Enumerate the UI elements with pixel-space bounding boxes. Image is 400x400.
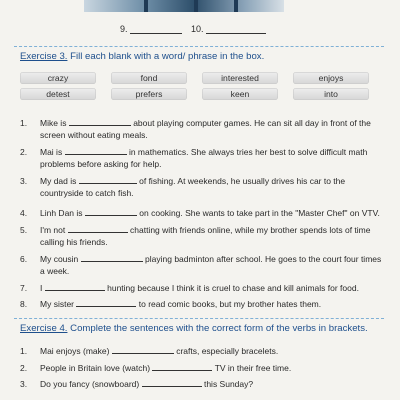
answer-blank[interactable] <box>112 345 174 354</box>
blank-number-10: 10. <box>191 24 204 34</box>
item-number: 3. <box>20 176 28 186</box>
item-text-before: My cousin <box>40 254 79 264</box>
item-number: 1. <box>20 346 28 356</box>
item-number: 5. <box>20 225 28 235</box>
item-text-after: to read comic books, but my brother hates them. <box>138 299 322 309</box>
answer-blank[interactable] <box>152 362 212 371</box>
answer-blank[interactable] <box>81 253 143 262</box>
exercise-3-title <box>20 51 264 62</box>
item-text-before: Do you fancy (snowboard) <box>40 379 140 389</box>
item-text-before: People in Britain love (watch) <box>40 363 151 373</box>
item-text-before: I'm not <box>40 225 66 235</box>
answer-line-10 <box>206 24 266 34</box>
item-number: 7. <box>20 283 28 293</box>
item-number: 2. <box>20 363 28 373</box>
exercise-4-instruction: Complete the sentences with the correct form of the verbs in brackets. <box>70 323 368 334</box>
item-text-after: playing badminton after school. He goes to the court four times a week. <box>40 254 382 276</box>
blank-number-9: 9. <box>120 24 128 34</box>
item-number: 1. <box>20 118 28 128</box>
word-chip: prefers <box>111 88 187 100</box>
item-text-after: about playing computer games. He can sit all day in front of the screen without eating meals. <box>40 118 371 140</box>
item-number: 4. <box>20 208 28 218</box>
item-text-before: Linh Dan is <box>40 208 83 218</box>
divider <box>14 318 384 319</box>
item-text-after: of fishing. At weekends, he usually drives his car to the countryside to catch fish. <box>40 176 346 198</box>
answer-blank[interactable] <box>79 175 137 184</box>
item-text-after: on cooking. She wants to take part in the "Master Chef" on VTV. <box>139 208 380 218</box>
answer-blank[interactable] <box>76 298 136 307</box>
item-text-after: hunting because I think it is cruel to chase and kill animals for food. <box>107 283 359 293</box>
item-text-after: this Sunday? <box>203 379 254 389</box>
word-chip: crazy <box>20 72 96 84</box>
item-text-after: chatting with friends online, while my brother spends lots of time calling his friends. <box>40 225 371 247</box>
answer-blank[interactable] <box>68 224 128 233</box>
answer-blank[interactable] <box>69 117 131 126</box>
word-chip: enjoys <box>293 72 369 84</box>
answer-blank[interactable] <box>85 207 137 216</box>
word-chip: fond <box>111 72 187 84</box>
answer-line-9 <box>130 24 182 34</box>
answer-blank[interactable] <box>45 282 105 291</box>
top-illustration <box>84 0 284 12</box>
item-text-before: Mai enjoys (make) <box>40 346 110 356</box>
item-text-before: My dad is <box>40 176 77 186</box>
item-number: 8. <box>20 299 28 309</box>
exercise-4-title <box>20 323 368 334</box>
item-text-after: TV in their free time. <box>214 363 292 373</box>
item-text-before: Mai is <box>40 147 63 157</box>
item-number: 2. <box>20 147 28 157</box>
item-text-before: I <box>40 283 43 293</box>
item-text-before: My sister <box>40 299 74 309</box>
answer-blank[interactable] <box>65 146 127 155</box>
item-number: 3. <box>20 379 28 389</box>
item-text-after: in mathematics. She always tries her best to solve difficult math problems before asking for help. <box>40 147 368 169</box>
item-text-after: crafts, especially bracelets. <box>176 346 279 356</box>
exercise-3-instruction: Fill each blank with a word/ phrase in the box. <box>70 51 265 62</box>
word-chip: interested <box>202 72 278 84</box>
divider <box>14 46 384 47</box>
answer-blank[interactable] <box>142 378 202 387</box>
word-chip: into <box>293 88 369 100</box>
word-chip: keen <box>202 88 278 100</box>
exercise-4-label: Exercise 4. <box>20 323 68 334</box>
word-chip: detest <box>20 88 96 100</box>
exercise-3-label: Exercise 3. <box>20 51 68 62</box>
item-number: 6. <box>20 254 28 264</box>
item-text-before: Mike is <box>40 118 67 128</box>
previous-exercise-blanks <box>0 24 400 38</box>
